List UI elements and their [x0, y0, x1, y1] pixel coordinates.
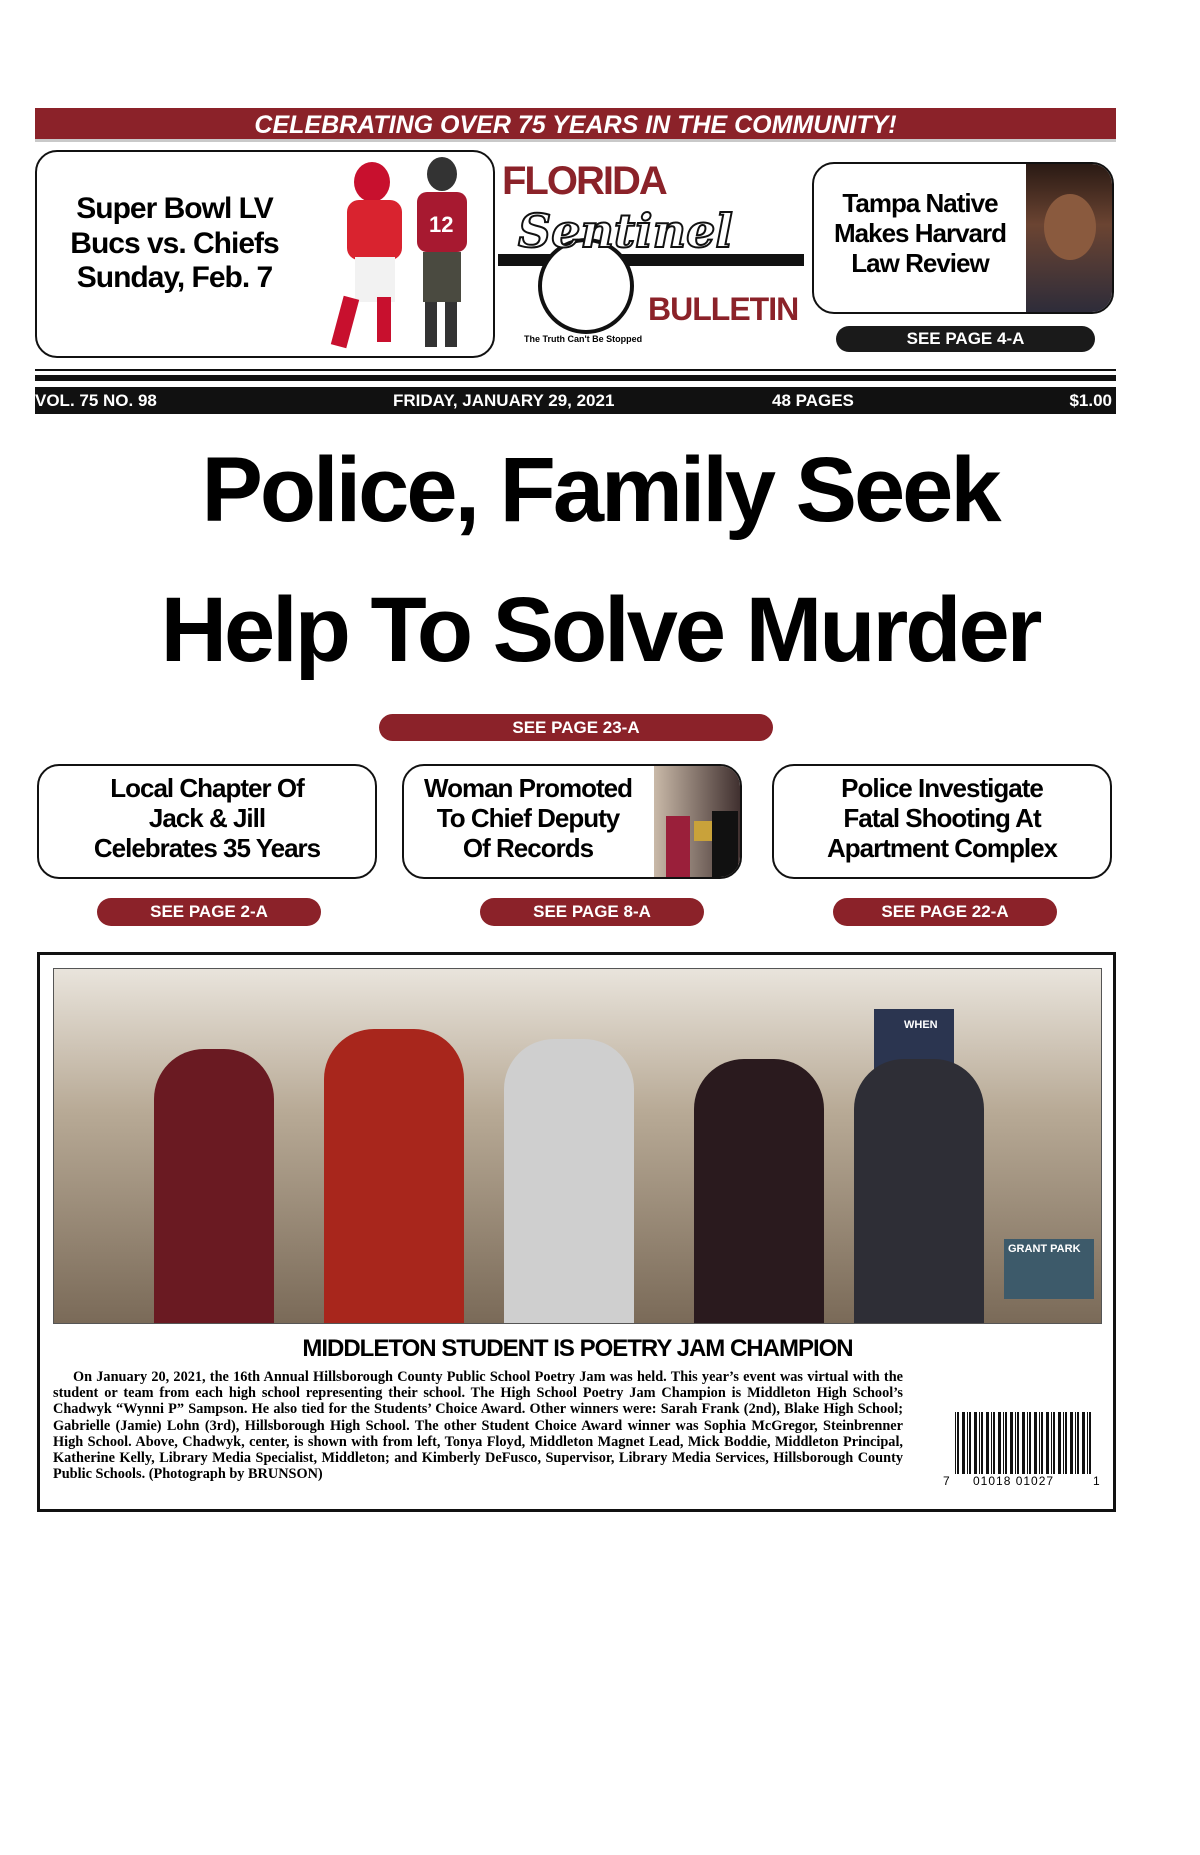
barcode-bar [998, 1412, 1001, 1474]
barcode-bar [1029, 1412, 1031, 1474]
anniversary-banner: CELEBRATING OVER 75 YEARS IN THE COMMUNITY! [35, 108, 1116, 142]
barcode-bar [1039, 1412, 1040, 1474]
barcode-bar [1058, 1412, 1061, 1474]
harvard-teaser[interactable] [812, 162, 1114, 314]
masthead-bulletin: BULLETIN [648, 291, 799, 327]
teaser-line: Bucs vs. Chiefs [70, 226, 279, 260]
barcode-bar [1022, 1412, 1025, 1474]
barcode-bar [1089, 1412, 1091, 1474]
barcode-bar [993, 1412, 995, 1474]
feature-heading: MIDDLETON STUDENT IS POETRY JAM CHAMPION [302, 1335, 853, 1362]
teaser-line: To Chief Deputy [436, 802, 620, 833]
barcode-bar [967, 1412, 968, 1474]
teaser-line: Woman Promoted [424, 773, 632, 803]
see-page-4a-button[interactable]: SEE PAGE 4-A [836, 326, 1095, 352]
photo-sign: GRANT PARK [1004, 1239, 1094, 1299]
barcode-bar [1051, 1412, 1052, 1474]
barcode-bar [1053, 1412, 1055, 1474]
barcode-bar [991, 1412, 992, 1474]
barcode-bar [979, 1412, 980, 1474]
barcode-bar [986, 1412, 989, 1474]
chief-deputy-teaser[interactable] [402, 764, 742, 879]
barcode-digits: 01018 01027 [973, 1474, 1055, 1488]
barcode-digit: 7 [943, 1474, 950, 1488]
feature-caption: On January 20, 2021, the 16th Annual Hillsborough County Public School Poetry Jam was held. This year’s event was virtual with the student or team from each high school representing their school. The High School Poetry Jam Champion is Middleton High School’s Chadwyk “Wynni P” Sampson. He also tied for the Students’ Choice Award. Other winners were: Sarah Frank (2nd), Blake High School; Gabrielle (Jamie) Lohn (3rd), Hillsborough High School. The other Student Choice Award winner was Sophia McGregor, Steinbrenner High School. Above, Chadwyk, center, is shown with from left, Tonya Floyd, Middleton Magnet Lead, Mick Boddie, Middleton Principal, Katherine Kelly, Library Media Specialist, Middleton; and Kimberly DeFusco, Supervisor, Library Media Services, Hillsborough County Public Schools. (Photograph by BRUNSON) [53, 1369, 903, 1483]
barcode-bar [969, 1412, 971, 1474]
barcode-bar [1041, 1412, 1043, 1474]
teaser-line: Fatal Shooting At [843, 802, 1041, 833]
teaser-line: Apartment Complex [826, 832, 1058, 863]
teaser-line: Police Investigate [841, 773, 1043, 803]
barcode [943, 1412, 1103, 1492]
page-count: 48 PAGES [772, 391, 854, 410]
issue-date: FRIDAY, JANUARY 29, 2021 [393, 391, 615, 410]
jersey-number: 12 [429, 212, 454, 237]
barcode-bar [1070, 1412, 1073, 1474]
teaser-line: Sunday, Feb. 7 [76, 261, 273, 294]
teaser-line: Tampa Native [842, 188, 998, 218]
see-page-8a-button[interactable]: SEE PAGE 8-A [480, 898, 704, 926]
teaser-line: Of Records [462, 832, 594, 863]
main-headline[interactable] [0, 420, 1200, 700]
teaser-line: Celebrates 35 Years [93, 832, 321, 863]
barcode-bar [1010, 1412, 1013, 1474]
barcode-bar [974, 1412, 977, 1474]
headline-line-1: Police, Family Seek [201, 439, 999, 541]
see-page-22a-button[interactable]: SEE PAGE 22-A [833, 898, 1057, 926]
teaser-line: Local Chapter Of [110, 773, 304, 803]
super-bowl-teaser[interactable] [35, 150, 495, 358]
barcode-bar [1063, 1412, 1064, 1474]
barcode-bar [957, 1412, 959, 1474]
fatal-shooting-teaser[interactable] [772, 764, 1112, 879]
barcode-bar [1077, 1412, 1079, 1474]
barcode-bar [981, 1412, 983, 1474]
barcode-bar [1017, 1412, 1019, 1474]
barcode-digit: 1 [1093, 1474, 1100, 1488]
barcode-bar [1003, 1412, 1004, 1474]
promotion-photo [654, 766, 742, 879]
teaser-line: Super Bowl LV [76, 192, 273, 225]
teaser-line: Law Review [851, 247, 989, 278]
barcode-bar [1005, 1412, 1007, 1474]
barcode-bar [1034, 1412, 1037, 1474]
masthead-florida: FLORIDA [502, 159, 666, 203]
photo-sign: WHEN [904, 1019, 938, 1031]
barcode-bar [955, 1412, 956, 1474]
price: $1.00 [1069, 391, 1112, 410]
see-page-2a-button[interactable]: SEE PAGE 2-A [97, 898, 321, 926]
volume-number: VOL. 75 NO. 98 [35, 391, 157, 410]
date-bar [35, 387, 1116, 414]
barcode-bar [962, 1412, 965, 1474]
portrait-photo [1026, 164, 1114, 314]
barcode-bar [1065, 1412, 1067, 1474]
football-players-photo [317, 152, 495, 358]
masthead-script: Sentinel [518, 204, 733, 258]
headline-line-2: Help To Solve Murder [160, 579, 1040, 681]
barcode-bar [1027, 1412, 1028, 1474]
jack-and-jill-teaser[interactable] [37, 764, 377, 879]
poetry-jam-photo [53, 968, 1102, 1324]
masthead-motto: The Truth Can't Be Stopped [524, 334, 643, 344]
barcode-bar [1087, 1412, 1088, 1474]
teaser-line: Jack & Jill [148, 802, 266, 833]
teaser-line: Makes Harvard [834, 217, 1006, 248]
barcode-bar [1015, 1412, 1016, 1474]
barcode-bar [1046, 1412, 1049, 1474]
see-page-23a-button[interactable]: SEE PAGE 23-A [379, 714, 773, 741]
barcode-bar [1075, 1412, 1076, 1474]
barcode-bar [1082, 1412, 1085, 1474]
masthead-logo [498, 158, 810, 348]
